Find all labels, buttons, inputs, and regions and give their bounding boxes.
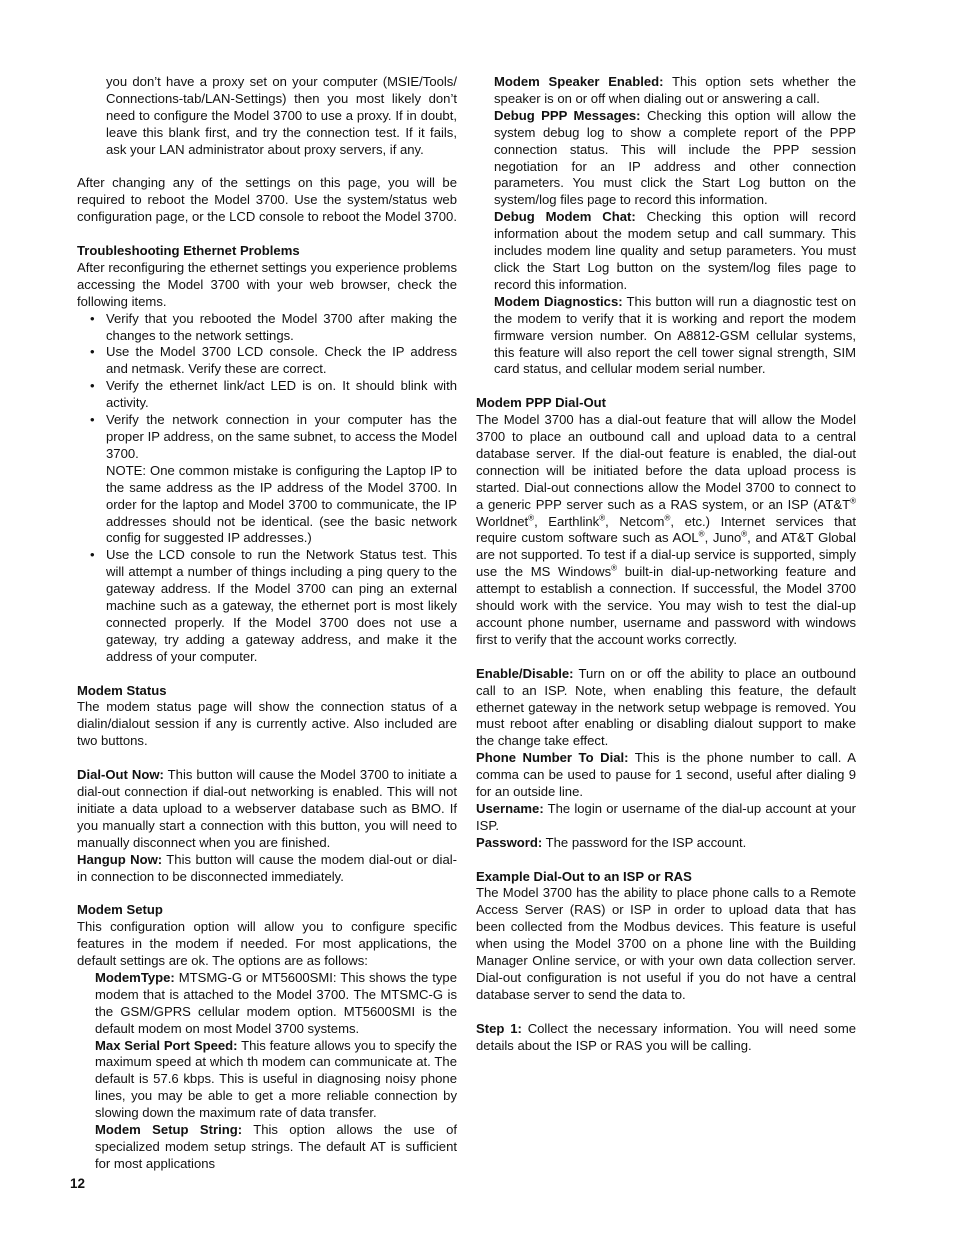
list-item bbox=[106, 412, 457, 547]
troubleshoot-intro: After reconfiguring the ethernet settings you experience problems accessing the Model 3700 with your web browser, check the following items. bbox=[77, 259, 457, 309]
registered-mark: ® bbox=[741, 530, 748, 540]
diag-text: This button will run a diagnostic test on the modem to verify that it is working and report the modem firmware version number. On A8812-GSM cellular systems, this feature will also report the cell tower signal strength, SIM card status, and cellular modem serial number. bbox=[494, 293, 856, 377]
maxserial-label: Max Serial Port Speed: bbox=[95, 1037, 238, 1053]
enable-text: Turn on or off the ability to place an outbound call to an ISP. Note, when enabling this feature, the default ethernet gateway in the network setup webpage is removed. You must reboot after enabling or disabling dialout support to make the change take effect. bbox=[476, 665, 856, 749]
phone-label: Phone Number To Dial: bbox=[476, 750, 629, 766]
debugchat-text: Checking this option will record information about the modem setup and call summary. This includes modem line quality and setup parameters. You must click the Start Log button on the system/log files page to record this information. bbox=[494, 209, 857, 292]
debugppp-label: Debug PPP Messages: bbox=[494, 107, 641, 123]
list-item: • Verify the ethernet link/act LED is on. It should blink with activity. bbox=[106, 378, 457, 412]
debugppp-paragraph bbox=[476, 108, 856, 209]
troubleshoot-heading: Troubleshooting Ethernet Problems bbox=[77, 243, 300, 259]
phone-text: This is the phone number to call. A comma can be used to pause for 1 second, useful after dialing 9 for an outside line. bbox=[476, 750, 856, 800]
enable-paragraph bbox=[476, 666, 856, 751]
bullet-note: NOTE: One common mistake is configuring the Laptop IP to the same address as the IP address of the Model 3700. In order for the laptop and Model 3700 to communicate, the IP addresses should not be identical. (see the basic network config for suggested IP addresses.) bbox=[106, 462, 457, 546]
modemtype-label: ModemType: bbox=[95, 969, 175, 985]
right-column bbox=[476, 74, 856, 1055]
modem-setup-text: This configuration option will allow you to configure specific features in the modem if needed. For most applications, the default settings are ok. The options are as follows: bbox=[77, 919, 457, 969]
list-item: • Use the Model 3700 LCD console. Check the IP address and netmask. Verify these are correct. bbox=[106, 344, 457, 378]
registered-mark: ® bbox=[850, 496, 856, 506]
enable-label: Enable/Disable: bbox=[476, 665, 574, 681]
ppp-text: , and AT&T Global are not supported. To test if a dial-up service is supported, simply use the MS Windows bbox=[476, 530, 856, 580]
modem-status-heading: Modem Status bbox=[77, 682, 167, 698]
diag-paragraph bbox=[476, 294, 856, 379]
username-text: The login or username of the dial-up account at your ISP. bbox=[476, 800, 856, 833]
ppp-paragraph bbox=[476, 412, 856, 649]
hangup-label: Hangup Now: bbox=[77, 851, 163, 867]
left-column bbox=[77, 74, 457, 1173]
speaker-label: Modem Speaker Enabled: bbox=[494, 74, 664, 89]
registered-mark: ® bbox=[528, 513, 535, 523]
debugppp-text: Checking this option will allow the system debug log to show a complete report of the PPP connection status. This will include the PPP session negotiation for an IP address and other connection parameters. You must click the Start Log button on the system/log files page to record this information. bbox=[494, 107, 856, 208]
list-item: • Use the LCD console to run the Network Status test. This will attempt a number of things including a ping query to the gateway address. If the Model 3700 can ping an external machine such as a gateway, the ethernet port is most likely connected properly. If the Model 3700 does not use a gateway, try adding a gateway address, and make it the address of your computer. bbox=[106, 547, 457, 665]
setupstring-label: Modem Setup String: bbox=[95, 1122, 243, 1138]
debugchat-label: Debug Modem Chat: bbox=[494, 209, 636, 225]
modemtype-paragraph bbox=[77, 970, 457, 1038]
speaker-paragraph bbox=[476, 74, 856, 108]
list-item-text: Verify the network connection in your computer has the proper IP address, on the same subnet, to access the Model 3700. bbox=[106, 412, 457, 461]
debugchat-paragraph bbox=[476, 209, 856, 294]
step1-text: Collect the necessary information. You will need some details about the ISP or RAS you will be calling. bbox=[476, 1020, 857, 1053]
maxserial-text: This feature allows you to specify the maximum speed at which th modem can communicate at. The default is 57.6 kbps. This is useful in diagnosing noisy phone lines, you may be able to get a more reliable connection by slowing down the maximum rate of data transfer. bbox=[95, 1037, 457, 1121]
username-label: Username: bbox=[476, 800, 544, 816]
registered-mark: ® bbox=[698, 530, 705, 540]
password-text: The password for the ISP account. bbox=[542, 834, 747, 850]
troubleshoot-list bbox=[77, 311, 457, 666]
registered-mark: ® bbox=[611, 563, 618, 573]
proxy-paragraph: you don’t have a proxy set on your computer (MSIE/Tools/ Connections-tab/LAN-Settings) then you most likely don’t need to configure the Model 3700 to use a proxy. If in doubt, leave this blank first, and try the connection test. If it fails, ask your LAN administrator about proxy servers, if any. bbox=[106, 74, 457, 157]
example-text: The Model 3700 has the ability to place phone calls to a Remote Access Server (RAS) or ISP in order to upload data that has been collected from the Modbus devices. This feature is useful when using the Model 3700 on a phone line with the Building Manager Online service, or with your own data collection server. Dial-out configuration is not useful if you do not have a central database server to send the data to. bbox=[476, 885, 856, 1002]
diag-label: Modem Diagnostics: bbox=[494, 293, 623, 309]
ppp-text: , Netcom bbox=[605, 513, 665, 529]
dialout-now-label: Dial-Out Now: bbox=[77, 767, 164, 783]
setupstring-text: This option allows the use of specialized modem setup strings. The default AT is sufficient for most applications bbox=[95, 1122, 457, 1171]
ppp-text: , Juno bbox=[704, 530, 742, 546]
modem-status-text: The modem status page will show the connection status of a dialin/dialout session if any is currently active. Also included are two buttons. bbox=[77, 699, 457, 749]
dialout-now-paragraph bbox=[77, 767, 457, 852]
page-number: 12 bbox=[70, 1176, 86, 1191]
reboot-paragraph: After changing any of the settings on this page, you will be required to reboot the Model 3700. Use the system/status web configuration page, or the LCD console to reboot the Model 3700. bbox=[77, 175, 457, 225]
setupstring-paragraph bbox=[77, 1122, 457, 1173]
list-item: • Verify that you rebooted the Model 3700 after making the changes to the network settings. bbox=[106, 311, 457, 345]
ppp-text: , Earthlink bbox=[534, 513, 600, 529]
ppp-text: built-in dial-up-networking feature and attempt to establish a connection. If successful, the Model 3700 should work with the service. You may wish to test the dial-up account phone number, username and password with windows first to verify that the account works correctly. bbox=[476, 564, 856, 647]
step1-paragraph bbox=[476, 1021, 856, 1055]
ppp-heading: Modem PPP Dial-Out bbox=[476, 395, 606, 411]
registered-mark: ® bbox=[599, 513, 606, 523]
registered-mark: ® bbox=[664, 513, 671, 523]
password-paragraph bbox=[476, 835, 856, 852]
hangup-text: This button will cause the modem dial-out or dial-in connection to be disconnected immediately. bbox=[77, 851, 457, 884]
ppp-text: The Model 3700 has a dial-out feature that will allow the Model 3700 to place an outbound call and upload data to a central database server. If the dial-out feature is enabled, the dial-out connection will be initiated before the data upload process is started. Dial-out connections allow the Model 3700 to connect to a generic PPP server such as a RAS system, or an ISP (AT&T bbox=[476, 412, 856, 512]
password-label: Password: bbox=[476, 834, 543, 850]
ppp-text: , etc.) Internet services that require custom software such as AOL bbox=[476, 513, 857, 546]
modem-setup-heading: Modem Setup bbox=[77, 902, 163, 918]
maxserial-paragraph bbox=[77, 1038, 457, 1123]
phone-paragraph bbox=[476, 750, 856, 801]
hangup-paragraph bbox=[77, 852, 457, 886]
modemtype-text: MTSMG-G or MT5600SMI: This shows the type modem that is attached to the Model 3700. The MTSMC-G is the GSM/GPRS cellular modem option. MT5600SMI is the default modem on most Model 3700 systems. bbox=[95, 969, 457, 1036]
ppp-text: Worldnet bbox=[476, 513, 529, 529]
dialout-now-text: This button will cause the Model 3700 to initiate a dial-out connection if dial-out networking is enabled. This will not initiate a data upload to a webserver database such as BMO. If you manually start a connection with this button, you will need to manually disconnect when you are finished. bbox=[77, 767, 457, 850]
speaker-text: This option sets whether the speaker is on or off when dialing out or answering a call. bbox=[494, 74, 856, 106]
username-paragraph bbox=[476, 801, 856, 835]
example-heading: Example Dial-Out to an ISP or RAS bbox=[476, 868, 692, 884]
step1-label: Step 1: bbox=[476, 1020, 522, 1036]
